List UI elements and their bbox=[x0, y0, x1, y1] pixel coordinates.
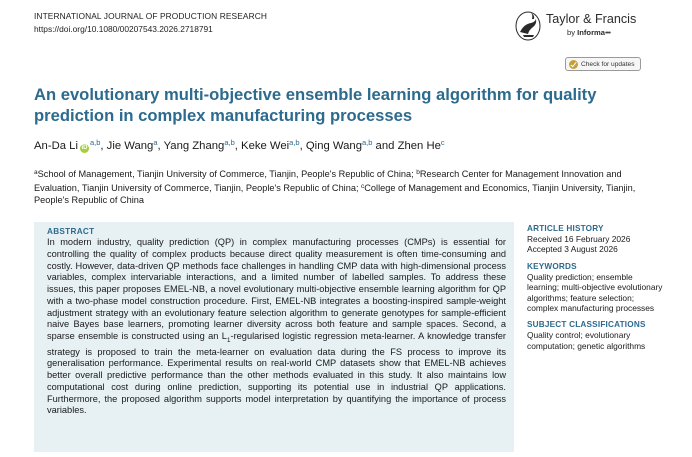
article-sidebar bbox=[527, 224, 667, 358]
author-name[interactable]: Yang Zhang bbox=[163, 140, 225, 152]
article-history-heading: ARTICLE HISTORY bbox=[527, 224, 604, 233]
subject-classifications-heading: SUBJECT CLASSIFICATIONS bbox=[527, 320, 646, 330]
author-list: An-Da Li iD$^{a,b}$, Jie Wang$^a$, Yang Zhang$^{a,b}$, Keke Wei$^{a,b}$, Qing Wang$^{a,b}$ and Zhen He$^c$ bbox=[34, 138, 445, 152]
author-affil-sup: a bbox=[153, 138, 158, 147]
keywords-list: Quality prediction; ensemble learning; multi-objective evolutionary algorithms; feature selection; complex manufacturing processes bbox=[527, 271, 663, 314]
journal-name: INTERNATIONAL JOURNAL OF PRODUCTION RESEARCH bbox=[34, 11, 268, 21]
author-name[interactable]: Jie Wang bbox=[106, 140, 154, 152]
received-date: Received 16 February 2026 bbox=[527, 234, 631, 244]
keywords-heading: KEYWORDS bbox=[527, 261, 577, 271]
affiliation-sup: a bbox=[34, 169, 38, 176]
author-name[interactable]: An-Da Li bbox=[34, 140, 78, 152]
author-affil-sup: a,b bbox=[361, 138, 373, 147]
affiliation-sup: b bbox=[416, 169, 420, 176]
abstract-box bbox=[34, 222, 514, 452]
orcid-icon[interactable]: iD bbox=[81, 145, 88, 151]
abstract-heading: ABSTRACT bbox=[47, 227, 95, 236]
affiliation-text: College of Management and Economics, Tianjin University, Tianjin, People's Republic of China bbox=[34, 182, 636, 206]
check-for-updates-label: Check for updates bbox=[581, 60, 635, 68]
taylor-francis-lamp-icon bbox=[515, 10, 541, 42]
doi-link[interactable]: https://doi.org/10.1080/00207543.2026.2718791 bbox=[34, 24, 213, 34]
affiliations bbox=[34, 167, 666, 207]
publisher-subtitle: by Informa••• bbox=[567, 28, 610, 37]
author-affil-sup: c bbox=[440, 138, 445, 147]
author-affil-sup: a,b bbox=[224, 138, 235, 147]
author-affil-sup: a,b bbox=[289, 138, 300, 147]
check-badge-icon bbox=[569, 60, 578, 69]
publisher-name: Taylor & Francis bbox=[546, 12, 637, 26]
affiliation-text: School of Management, Tianjin University of Commerce, Tianjin, People's Republic of China; bbox=[37, 169, 417, 179]
subject-classifications-list: Quality control; evolutionary computation; genetic algorithms bbox=[527, 330, 646, 351]
author-name[interactable]: Keke Wei bbox=[241, 140, 290, 152]
publisher-logo bbox=[515, 10, 655, 44]
author-name[interactable]: Qing Wang bbox=[305, 140, 362, 152]
affiliation-sup: c bbox=[361, 182, 365, 190]
accepted-date: Accepted 3 August 2026 bbox=[527, 244, 618, 255]
author-affil-sup: a,b bbox=[89, 138, 101, 147]
check-for-updates-button[interactable] bbox=[565, 57, 641, 71]
abstract-text: In modern industry, quality prediction (QP) in complex manufacturing processes (CMPs) is essential for controlling the quality of complex products because direct quality measurement is often time-consuming and costly. However, data-driven QP methods face challenges in handling CMP data with high-dimensional process variables, complex intervariable interactions, and a limited number of labelled samples. To address these issues, this paper proposes EMEL-NB, a novel evolutionary multi-objective ensemble learning algorithm for QP with a two-phase model construction procedure. First, EMEL-NB integrates a boosting-inspired sample-weight adjustment strategy with an evolutionary feature selection algorithm to generate genotypes for sample-efficient naive Bayes base learners, promoting learner diversity across both feature and sample spaces. Second, a sparse ensemble is constructed using an $L_1$-regularised logistic regression meta-learner. A knowledge transfer strategy is proposed to train the meta-learner on evaluation data during the FS process to improve its generalisation performance. Experimental results on real-world CMP datasets show that EMEL-NB achieves better overall predictive performance than the other methods evaluated in this study. It also maintains low computational cost during online prediction, supporting its potential use in industrial QP applications. Furthermore, the proposed algorithm supports model interpretation by quantifying the importance of process variables. bbox=[47, 237, 506, 416]
article-title: An evolutionary multi-objective ensemble learning algorithm for quality prediction in complex manufacturing processes bbox=[34, 85, 597, 125]
abstract-subscript: 1 bbox=[226, 336, 231, 344]
affiliation-text: Research Center for Management Innovation and Evaluation, Tianjin University of Commerce, Tianjin, People's Republic of China; bbox=[34, 169, 622, 193]
author-name[interactable]: Zhen He bbox=[397, 140, 441, 152]
